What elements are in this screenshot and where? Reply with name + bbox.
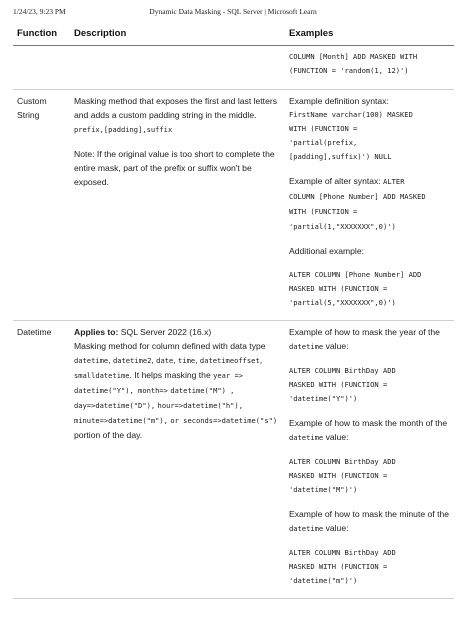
- ex-month-code-word: datetime: [289, 433, 324, 442]
- ex-month-code: ALTER COLUMN BirthDay ADD MASKED WITH (FUNCTION = 'datetime("M")'): [289, 457, 396, 494]
- row1-ex1-label: Example definition syntax:: [289, 96, 389, 106]
- row2-parts-line3: hour=>datetime("h"), minute=>datetime("m"),: [74, 401, 243, 425]
- row2-description: Applies to: SQL Server 2022 (16.x) Masking method for column defined with data type datetime, datetime2, date, time, datetimeoffset, smalldatetime. It helps masking the year => datetime("Y"), month=> datetime("M") , day=>datetime("D"), hour=>datetime("h"), minute=>datetime("m"), or seconds=>datetime("s") portion of the day.: [70, 321, 285, 599]
- row1-function: Custom String: [13, 90, 70, 321]
- ex-year-code-word: datetime: [289, 342, 324, 351]
- row1-desc-code: prefix,[padding],suffix: [74, 125, 173, 134]
- row2-desc-pre: Masking method for column defined with data type: [74, 341, 266, 351]
- row1-examples: [285, 90, 454, 321]
- ex-minute-code: ALTER COLUMN BirthDay ADD MASKED WITH (FUNCTION = 'datetime("m")'): [289, 548, 396, 585]
- row2-applies-value: SQL Server 2022 (16.x): [120, 327, 212, 337]
- row1-ex3-label: Additional example:: [289, 246, 365, 256]
- ex-year-code: ALTER COLUMN BirthDay ADD MASKED WITH (FUNCTION = 'datetime("Y")'): [289, 366, 396, 403]
- row1-note: Note: If the original value is too short to complete the entire mask, part of the prefix or suffix won't be exposed.: [74, 149, 275, 187]
- row2-parts-line4a: or seconds=>datetime("s"): [170, 416, 278, 425]
- ex-year-post: value:: [325, 341, 349, 351]
- row1-ex1-code: FirstName varchar(100) MASKED WITH (FUNCTION = 'partial(prefix, [padding],suffix)') NULL: [289, 110, 413, 161]
- header-examples: Examples: [285, 22, 454, 46]
- type-datetime: datetime: [74, 356, 109, 365]
- ex-minute-post: value:: [325, 523, 349, 533]
- ex-minute-pre: Example of how to mask the minute of the: [289, 509, 450, 519]
- table-row: [13, 46, 454, 90]
- masking-functions-table: [13, 22, 454, 599]
- type-time: time: [178, 356, 196, 365]
- row2-applies-label: Applies to:: [74, 327, 119, 337]
- ex-month-post: value:: [325, 432, 349, 442]
- row1-description: [70, 90, 285, 321]
- row2-function: Datetime: [13, 321, 70, 599]
- header-function: Function: [13, 22, 70, 46]
- print-page-title: Dynamic Data Masking - SQL Server | Microsoft Learn: [149, 7, 317, 16]
- row2-parts-line1: year => datetime("Y"), month=>: [74, 371, 244, 395]
- ex-year-pre: Example of how to mask the year of the: [289, 327, 440, 337]
- type-smalldatetime: smalldatetime: [74, 371, 130, 380]
- row1-desc-text: Masking method that exposes the first and last letters and adds a custom padding string in the middle.: [74, 96, 278, 120]
- type-datetimeoffset: datetimeoffset: [199, 356, 260, 365]
- header-description: Description: [70, 22, 285, 46]
- row0-description: [70, 46, 285, 90]
- table-row: [13, 90, 454, 321]
- row1-ex2-code: ALTER COLUMN [Phone Number] ADD MASKED WITH (FUNCTION = 'partial(1,"XXXXXXX",0)'): [289, 177, 426, 231]
- row0-examples: [285, 46, 454, 90]
- print-header: [0, 0, 466, 20]
- row0-function: [13, 46, 70, 90]
- row2-parts-line2: datetime("M") , day=>datetime("D"),: [74, 386, 235, 410]
- row0-example-code: COLUMN [Month] ADD MASKED WITH (FUNCTION = 'random(1, 12)'): [289, 52, 418, 75]
- ex-minute-code-word: datetime: [289, 524, 324, 533]
- row1-ex2-label: Example of alter syntax:: [289, 176, 381, 186]
- row1-ex3-code: ALTER COLUMN [Phone Number] ADD MASKED WITH (FUNCTION = 'partial(5,"XXXXXXX",0)'): [289, 270, 422, 307]
- row2-desc-mid: It helps masking the: [134, 370, 211, 380]
- type-datetime2: datetime2: [112, 356, 152, 365]
- print-date: 1/24/23, 9:23 PM: [13, 7, 66, 16]
- table-row: [13, 321, 454, 599]
- table-header-row: [13, 22, 454, 46]
- row2-examples: [285, 321, 454, 599]
- ex-month-pre: Example of how to mask the month of the: [289, 418, 448, 428]
- row2-parts-line4b: portion of the day.: [74, 430, 143, 440]
- type-date: date: [156, 356, 174, 365]
